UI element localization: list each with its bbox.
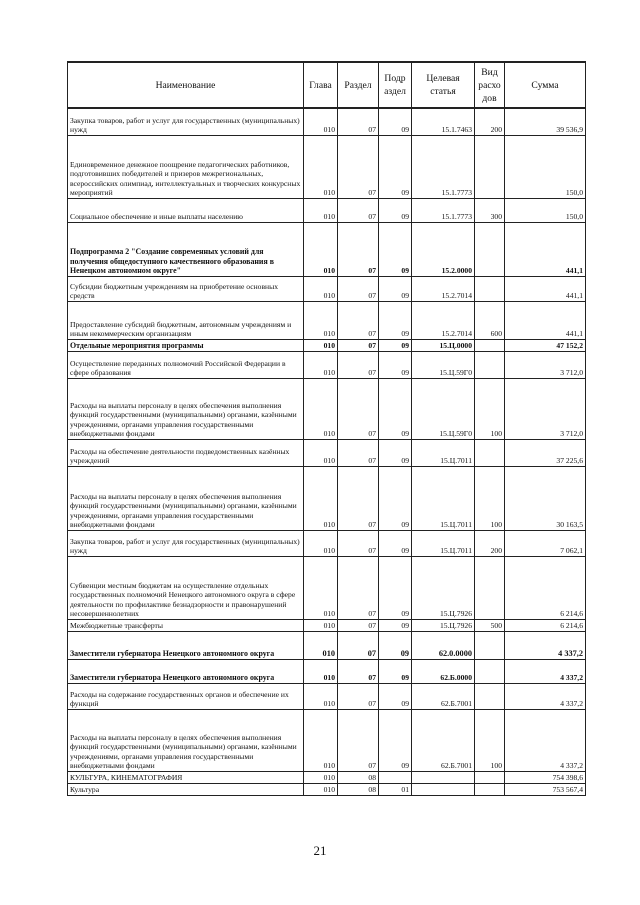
- row-razdel: 07: [338, 466, 379, 530]
- row-vid: [475, 222, 505, 276]
- row-celevaya: 15.Ц.59Г0: [412, 351, 475, 378]
- row-name: Расходы на выплаты персоналу в целях обеспечения выполнения функций государственными (муниципальными) органами, казёнными учреждениями, органами управления государственными внебюджетными фондами: [68, 378, 304, 439]
- row-celevaya: 15.Ц.7926: [412, 556, 475, 619]
- header-name: Наименование: [68, 62, 304, 108]
- row-vid: [475, 276, 505, 301]
- row-name: Расходы на обеспечение деятельности подведомственных казённых учреждений: [68, 439, 304, 466]
- table-row: [68, 351, 586, 378]
- row-vid: 100: [475, 378, 505, 439]
- row-name: Расходы на содержание государственных органов и обеспечение их функций: [68, 683, 304, 709]
- row-name: Культура: [68, 783, 304, 795]
- header-summa: Сумма: [505, 62, 586, 108]
- row-razdel: 07: [338, 198, 379, 222]
- row-razdel: 07: [338, 619, 379, 631]
- row-glava: 010: [304, 659, 338, 683]
- table-row-subprogram: [68, 222, 586, 276]
- row-glava: 010: [304, 351, 338, 378]
- row-razdel: 07: [338, 276, 379, 301]
- row-celevaya: 15.1.7463: [412, 108, 475, 135]
- row-glava: 010: [304, 466, 338, 530]
- row-celevaya: 15.1.7773: [412, 135, 475, 198]
- row-name: Отдельные мероприятия программы: [68, 339, 304, 351]
- row-summa: 3 712,0: [505, 351, 586, 378]
- row-summa: 753 567,4: [505, 783, 586, 795]
- row-celevaya: [412, 783, 475, 795]
- row-glava: 010: [304, 339, 338, 351]
- row-celevaya: 62.Б.7001: [412, 709, 475, 771]
- row-razdel: 07: [338, 556, 379, 619]
- row-name: Субвенции местным бюджетам на осуществление отдельных государственных полномочий Ненецкого автономного округа в сфере деятельности по профилактике безнадзорности и правонарушений несовершеннолетних: [68, 556, 304, 619]
- row-name: Расходы на выплаты персоналу в целях обеспечения выполнения функций государственными (муниципальными) органами, казёнными учреждениями, органами управления государственными внебюджетными фондами: [68, 709, 304, 771]
- row-name: Единовременное денежное поощрение педагогических работников, подготовивших победителей и призеров межрегиональных, всероссийских олимпиад, интеллектуальных и творческих конкурсных мероприятий: [68, 135, 304, 198]
- row-glava: 010: [304, 631, 338, 659]
- row-glava: 010: [304, 222, 338, 276]
- row-glava: 010: [304, 619, 338, 631]
- row-razdel: 08: [338, 771, 379, 783]
- row-glava: 010: [304, 301, 338, 339]
- row-celevaya: 62.Б.0000: [412, 659, 475, 683]
- row-glava: 010: [304, 530, 338, 556]
- row-podrazdel: [379, 771, 412, 783]
- table-row: [68, 301, 586, 339]
- budget-table: [67, 61, 586, 796]
- row-razdel: 07: [338, 301, 379, 339]
- row-razdel: 07: [338, 222, 379, 276]
- row-glava: 010: [304, 709, 338, 771]
- row-vid: [475, 351, 505, 378]
- row-podrazdel: 09: [379, 222, 412, 276]
- row-razdel: 07: [338, 631, 379, 659]
- row-celevaya: 15.2.7014: [412, 276, 475, 301]
- row-glava: 010: [304, 783, 338, 795]
- table-row-section: [68, 659, 586, 683]
- row-glava: 010: [304, 439, 338, 466]
- row-podrazdel: 09: [379, 659, 412, 683]
- row-name: Предоставление субсидий бюджетным, автономным учреждениям и иным некоммерческим организациям: [68, 301, 304, 339]
- row-vid: [475, 631, 505, 659]
- row-podrazdel: 09: [379, 466, 412, 530]
- row-razdel: 07: [338, 339, 379, 351]
- row-celevaya: 62.Б.7001: [412, 683, 475, 709]
- row-podrazdel: 09: [379, 683, 412, 709]
- row-razdel: 07: [338, 530, 379, 556]
- row-podrazdel: 09: [379, 556, 412, 619]
- row-razdel: 07: [338, 135, 379, 198]
- row-razdel: 07: [338, 351, 379, 378]
- row-name: КУЛЬТУРА, КИНЕМАТОГРАФИЯ: [68, 771, 304, 783]
- row-summa: 37 225,6: [505, 439, 586, 466]
- table-row: [68, 683, 586, 709]
- table-row: [68, 276, 586, 301]
- row-summa: 4 337,2: [505, 709, 586, 771]
- row-vid: [475, 135, 505, 198]
- row-name: Закупка товаров, работ и услуг для государственных (муниципальных) нужд: [68, 530, 304, 556]
- row-vid: [475, 439, 505, 466]
- row-summa: 30 163,5: [505, 466, 586, 530]
- row-glava: 010: [304, 556, 338, 619]
- row-vid: 100: [475, 709, 505, 771]
- row-name: Межбюджетные трансферты: [68, 619, 304, 631]
- row-podrazdel: 01: [379, 783, 412, 795]
- row-summa: 7 062,1: [505, 530, 586, 556]
- row-vid: [475, 683, 505, 709]
- row-razdel: 07: [338, 709, 379, 771]
- row-podrazdel: 09: [379, 631, 412, 659]
- page-number: 21: [313, 843, 327, 858]
- row-summa: 6 214,6: [505, 556, 586, 619]
- row-glava: 010: [304, 135, 338, 198]
- row-summa: 3 712,0: [505, 378, 586, 439]
- row-podrazdel: 09: [379, 276, 412, 301]
- row-vid: 200: [475, 108, 505, 135]
- row-podrazdel: 09: [379, 709, 412, 771]
- row-summa: 4 337,2: [505, 683, 586, 709]
- row-vid: 300: [475, 198, 505, 222]
- table-row-section: [68, 631, 586, 659]
- row-summa: 47 152,2: [505, 339, 586, 351]
- row-vid: [475, 339, 505, 351]
- row-summa: 441,1: [505, 301, 586, 339]
- header-podrazdel: Подр аздел: [379, 62, 412, 108]
- row-name: Заместители губернатора Ненецкого автономного округа: [68, 659, 304, 683]
- row-celevaya: 15.Ц.0000: [412, 339, 475, 351]
- row-summa: 4 337,2: [505, 659, 586, 683]
- table-row: [68, 771, 586, 783]
- row-celevaya: 15.Ц.7011: [412, 466, 475, 530]
- row-celevaya: 15.Ц.7011: [412, 530, 475, 556]
- row-vid: [475, 783, 505, 795]
- row-podrazdel: 09: [379, 301, 412, 339]
- row-summa: 150,0: [505, 198, 586, 222]
- table-row: [68, 466, 586, 530]
- row-glava: 010: [304, 276, 338, 301]
- row-summa: 6 214,6: [505, 619, 586, 631]
- row-summa: 4 337,2: [505, 631, 586, 659]
- row-name: Субсидии бюджетным учреждениям на приобретение основных средств: [68, 276, 304, 301]
- row-podrazdel: 09: [379, 198, 412, 222]
- row-name: Закупка товаров, работ и услуг для государственных (муниципальных) нужд: [68, 108, 304, 135]
- table-row: [68, 378, 586, 439]
- table-row: [68, 709, 586, 771]
- row-razdel: 07: [338, 659, 379, 683]
- row-razdel: 07: [338, 683, 379, 709]
- row-podrazdel: 09: [379, 351, 412, 378]
- row-razdel: 07: [338, 108, 379, 135]
- row-summa: 754 398,6: [505, 771, 586, 783]
- row-vid: 200: [475, 530, 505, 556]
- row-vid: [475, 659, 505, 683]
- table-row: [68, 783, 586, 795]
- row-vid: 600: [475, 301, 505, 339]
- table-header-row: [68, 62, 586, 108]
- row-celevaya: 62.0.0000: [412, 631, 475, 659]
- row-summa: 441,1: [505, 222, 586, 276]
- table-row-section: [68, 339, 586, 351]
- row-celevaya: [412, 771, 475, 783]
- row-celevaya: 15.Ц.59Г0: [412, 378, 475, 439]
- row-glava: 010: [304, 378, 338, 439]
- row-name: Заместители губернатора Ненецкого автономного округа: [68, 631, 304, 659]
- row-vid: 500: [475, 619, 505, 631]
- row-razdel: 07: [338, 439, 379, 466]
- row-celevaya: 15.2.0000: [412, 222, 475, 276]
- row-celevaya: 15.Ц.7011: [412, 439, 475, 466]
- row-razdel: 07: [338, 378, 379, 439]
- row-vid: [475, 771, 505, 783]
- table-row: [68, 198, 586, 222]
- header-vid: Вид расхо дов: [475, 62, 505, 108]
- row-glava: 010: [304, 108, 338, 135]
- row-podrazdel: 09: [379, 619, 412, 631]
- header-celevaya: Целевая статья: [412, 62, 475, 108]
- row-celevaya: 15.Ц.7926: [412, 619, 475, 631]
- table-row: [68, 108, 586, 135]
- row-glava: 010: [304, 771, 338, 783]
- row-podrazdel: 09: [379, 530, 412, 556]
- row-podrazdel: 09: [379, 108, 412, 135]
- row-summa: 150,0: [505, 135, 586, 198]
- table-row: [68, 619, 586, 631]
- table-row: [68, 135, 586, 198]
- row-glava: 010: [304, 683, 338, 709]
- row-podrazdel: 09: [379, 135, 412, 198]
- row-podrazdel: 09: [379, 339, 412, 351]
- row-name: Подпрограмма 2 "Создание современных условий для получения общедоступного качественного образования в Ненецком автономном округе": [68, 222, 304, 276]
- row-summa: 39 536,9: [505, 108, 586, 135]
- row-name: Социальное обеспечение и иные выплаты населению: [68, 198, 304, 222]
- table-row: [68, 439, 586, 466]
- row-glava: 010: [304, 198, 338, 222]
- row-vid: [475, 556, 505, 619]
- row-podrazdel: 09: [379, 378, 412, 439]
- table-row: [68, 556, 586, 619]
- header-razdel: Раздел: [338, 62, 379, 108]
- row-vid: 100: [475, 466, 505, 530]
- row-summa: 441,1: [505, 276, 586, 301]
- row-podrazdel: 09: [379, 439, 412, 466]
- row-celevaya: 15.1.7773: [412, 198, 475, 222]
- row-name: Осуществление переданных полномочий Российской Федерации в сфере образования: [68, 351, 304, 378]
- row-name: Расходы на выплаты персоналу в целях обеспечения выполнения функций государственными (муниципальными) органами, казёнными учреждениями, органами управления государственными внебюджетными фондами: [68, 466, 304, 530]
- header-glava: Глава: [304, 62, 338, 108]
- table-row: [68, 530, 586, 556]
- row-celevaya: 15.2.7014: [412, 301, 475, 339]
- row-razdel: 08: [338, 783, 379, 795]
